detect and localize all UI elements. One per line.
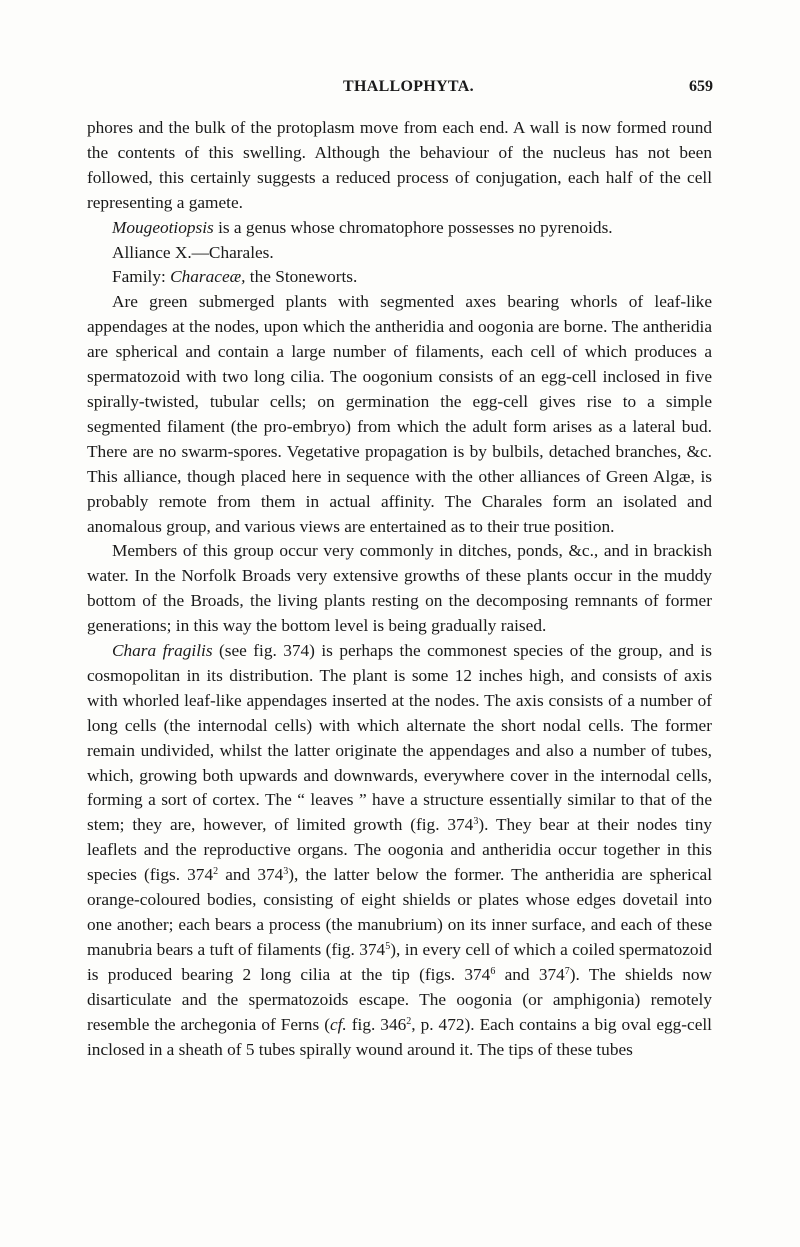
- page-header: [0, 78, 800, 102]
- figure-superscript: 3: [283, 866, 289, 878]
- page-body: [87, 116, 712, 1062]
- page-number: 659: [689, 78, 713, 95]
- paragraph-text: Are green submerged plants with segmented axes bearing whorls of leaf-like appendages at the nodes, upon which the antheridia and oogonia are borne. The antheridia are spherical and contain a large number of filaments, each cell of which produces a spermatozoid with two long cilia. The oogonium consists of an egg-cell inclosed in five spirally-twisted, tubular cells; on germination the egg-cell gives rise to a simple segmented filament (the pro-embryo) from which the adult form arises as a lateral bud. There are no swarm-spores. Vegetative propagation is by bulbils, detached branches, &c. This alliance, though placed here in sequence with the other alliances of Green Algæ, is probably remote from them in actual affinity. The Charales form an isolated and anomalous group, and various views are entertained as to their true position.: [87, 292, 712, 536]
- family-prefix: Family:: [112, 267, 171, 287]
- species-name: Chara fragilis: [112, 641, 213, 661]
- figure-superscript: 2: [213, 866, 219, 878]
- paragraph-continuation: [87, 116, 712, 216]
- figure-superscript: 7: [564, 965, 570, 977]
- figure-superscript: 6: [490, 965, 496, 977]
- text-run: ). The shields now disarticulate and the spermatozoids escape. The oogonia (or amphigonia) remotely resemble the archegonia of Ferns (: [87, 964, 713, 1034]
- family-suffix: the Stoneworts.: [245, 267, 358, 287]
- figure-superscript: 2: [406, 1015, 412, 1027]
- paragraph-text: Members of this group occur very commonly in ditches, ponds, &c., and in brackish water. In the Norfolk Broads very extensive growths of these plants occur in the muddy bottom of the Broads, the living plants resting on the decomposing remnants of former generations; in this way the bottom level is being gradually raised.: [87, 541, 712, 636]
- paragraph-mougeotiopsis: [87, 216, 712, 241]
- text-run: and 374: [218, 865, 284, 885]
- text-run: , p. 472). Each contains a big oval egg-cell inclosed in a sheath of 5 tubes spirally wound around it. The tips of these tubes: [87, 1014, 712, 1059]
- paragraph-chara-fragilis: [87, 639, 712, 1062]
- cf-abbreviation: cf.: [329, 1014, 347, 1034]
- family-heading: [87, 265, 712, 290]
- alliance-heading: Alliance X.—Charales.: [112, 242, 274, 262]
- text-run: (see fig. 374) is perhaps the commonest species of the group, and is cosmopolitan in its distribution. The plant is some 12 inches high, and consists of axis with whorled leaf-like appendages inserted at the nodes. The axis consists of a number of long cells (the internodal cells) with which alternate the short nodal cells. The former remain undivided, whilst the latter originate the appendages and also a number of tubes, which, growing both upwards and downwards, everywhere cover in the internodal cells, forming a sort of cortex. The “ leaves ” have a structure essentially similar to that of the stem; they are, however, of limited growth (fig. 374: [87, 641, 712, 835]
- text-run: and 374: [495, 964, 565, 984]
- figure-superscript: 5: [385, 940, 391, 952]
- family-name: Characeæ,: [170, 267, 246, 287]
- text-run: ). They bear at their nodes tiny leaflets and the reproductive organs. The oogonia and antheridia occur together in this species (figs. 374: [87, 815, 712, 885]
- paragraph-text: phores and the bulk of the protoplasm move from each end. A wall is now formed round the contents of this swelling. Although the behaviour of the nucleus has not been followed, this certainly suggests a reduced process of conjugation, each half of the cell representing a gamete.: [87, 118, 712, 212]
- paragraph-charales-description: [87, 290, 712, 539]
- paragraph-text: is a genus whose chromatophore possesses no pyrenoids.: [213, 217, 613, 237]
- running-title: THALLOPHYTA.: [343, 78, 474, 95]
- figure-superscript: 3: [473, 816, 479, 828]
- text-run: ), in every cell of which a coiled spermatozoid is produced bearing 2 long cilia at the tip (figs. 374: [87, 939, 712, 984]
- text-run: ), the latter below the former. The antheridia are spherical orange-coloured bodies, consisting of eight shields or plates whose edges dovetail into one another; each bears a process (the manubrium) on its inner surface, and each of these manubria bears a tuft of filaments (fig. 374: [87, 865, 712, 959]
- text-run: fig. 346: [346, 1014, 407, 1034]
- genus-name: Mougeotiopsis: [112, 217, 214, 237]
- paragraph-habitat: [87, 539, 712, 639]
